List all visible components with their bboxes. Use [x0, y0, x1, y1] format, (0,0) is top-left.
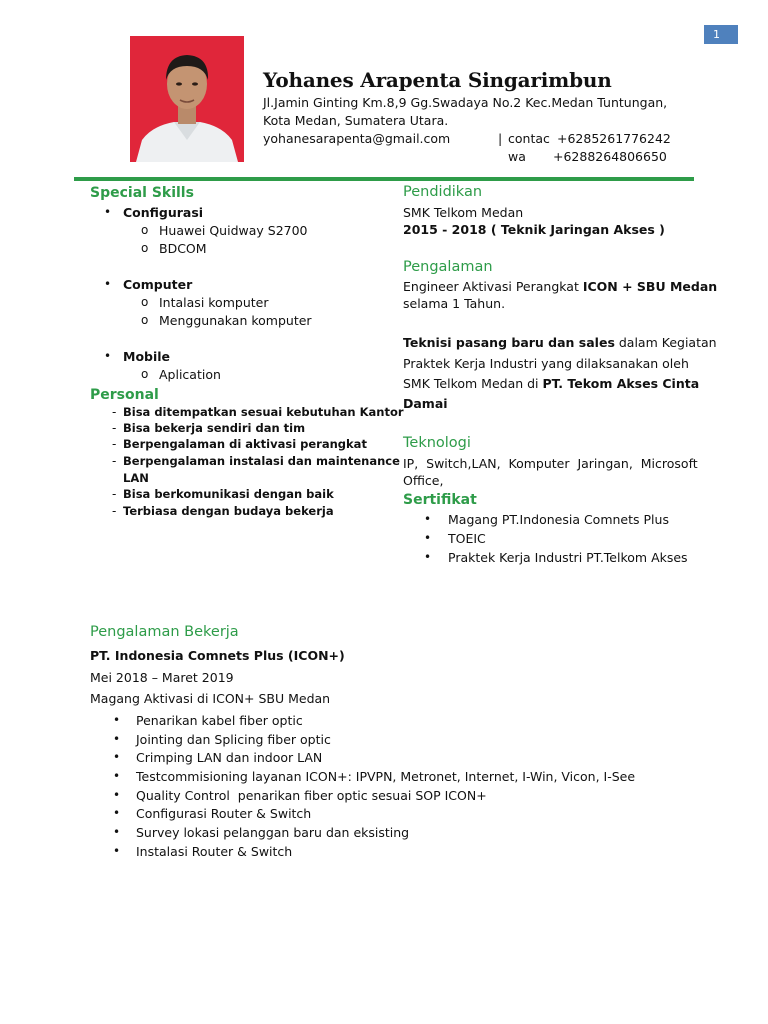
- technology-list: Office,: [403, 473, 444, 488]
- skill-item: Menggunakan komputer: [159, 313, 312, 328]
- bullet-icon: •: [113, 750, 121, 764]
- dash-bullet-icon: -: [112, 487, 117, 501]
- email-address: yohanesarapenta@gmail.com: [263, 131, 451, 146]
- work-role: Magang Aktivasi di ICON+ SBU Medan: [90, 691, 331, 706]
- header-divider: [74, 177, 694, 181]
- personal-item: Bisa ditempatkan sesuai kebutuhan Kantor: [123, 405, 404, 419]
- work-period: Mei 2018 – Maret 2019: [90, 670, 234, 685]
- circle-bullet-icon: o: [141, 313, 149, 327]
- dash-bullet-icon: -: [112, 421, 117, 435]
- school-name: SMK Telkom Medan: [403, 205, 524, 220]
- bullet-icon: •: [424, 512, 432, 526]
- work-task: Configurasi Router & Switch: [136, 806, 312, 821]
- technology-list: IP, Switch,LAN, Komputer Jaringan, Microsoft: [403, 456, 698, 471]
- certificate-item: Praktek Kerja Industri PT.Telkom Akses: [448, 550, 688, 565]
- contact-label: contac: [508, 131, 550, 146]
- address-line-1: Jl.Jamin Ginting Km.8,9 Gg.Swadaya No.2 Kec.Medan Tuntungan,: [263, 95, 668, 110]
- wa-number: +6288264806650: [553, 149, 667, 164]
- personal-item: LAN: [123, 471, 149, 485]
- bullet-icon: •: [113, 713, 121, 727]
- dash-bullet-icon: -: [112, 504, 117, 518]
- work-company: PT. Indonesia Comnets Plus (ICON+): [90, 648, 345, 663]
- skill-group-label: Computer: [123, 277, 193, 292]
- personal-item: Bisa bekerja sendiri dan tim: [123, 421, 306, 435]
- dash-bullet-icon: -: [112, 454, 117, 468]
- teknologi-heading: Teknologi: [403, 435, 471, 451]
- bullet-icon: •: [113, 844, 121, 858]
- personal-item: Bisa berkomunikasi dengan baik: [123, 487, 334, 501]
- bullet-icon: •: [113, 788, 121, 802]
- experience-text: dalam Kegiatan: [614, 335, 717, 350]
- experience-line: [403, 335, 717, 350]
- bullet-icon: •: [424, 531, 432, 545]
- page-number: 1: [713, 28, 720, 41]
- dash-bullet-icon: -: [112, 437, 117, 451]
- education-period: 2015 - 2018 ( Teknik Jaringan Akses ): [403, 222, 665, 237]
- candidate-name: Yohanes Arapenta Singarimbun: [263, 68, 612, 92]
- certificate-item: Magang PT.Indonesia Comnets Plus: [448, 512, 669, 527]
- pengalaman-bekerja-heading: Pengalaman Bekerja: [90, 624, 239, 640]
- skill-item: Huawei Quidway S2700: [159, 223, 308, 238]
- work-task: Survey lokasi pelanggan baru dan eksisting: [136, 825, 410, 840]
- profile-photo: [130, 36, 244, 162]
- special-skills-heading: Special Skills: [90, 185, 194, 201]
- experience-text: Engineer Aktivasi Perangkat: [403, 279, 583, 294]
- experience-text: Praktek Kerja Industri yang dilaksanakan oleh: [403, 356, 689, 371]
- skill-item: BDCOM: [159, 241, 207, 256]
- certificate-item: TOEIC: [448, 531, 486, 546]
- skill-item: Aplication: [159, 367, 221, 382]
- experience-line: [403, 376, 699, 391]
- experience-text: SMK Telkom Medan di: [403, 376, 543, 391]
- dash-bullet-icon: -: [112, 405, 117, 419]
- circle-bullet-icon: o: [141, 295, 149, 309]
- personal-item: Terbiasa dengan budaya bekerja: [123, 504, 334, 518]
- personal-item: Berpengalaman instalasi dan maintenance: [123, 454, 400, 468]
- contact-number: +6285261776242: [557, 131, 671, 146]
- experience-line: [403, 279, 717, 294]
- circle-bullet-icon: o: [141, 367, 149, 381]
- experience-role: Teknisi pasang baru dan sales: [403, 335, 615, 350]
- bullet-icon: •: [104, 277, 112, 291]
- work-task: Jointing dan Splicing fiber optic: [136, 732, 331, 747]
- skill-item: Intalasi komputer: [159, 295, 269, 310]
- bullet-icon: •: [424, 550, 432, 564]
- bullet-icon: •: [104, 349, 112, 363]
- pengalaman-heading: Pengalaman: [403, 259, 493, 275]
- bullet-icon: •: [104, 205, 112, 219]
- work-task: Crimping LAN dan indoor LAN: [136, 750, 323, 765]
- experience-company: Damai: [403, 396, 448, 411]
- bullet-icon: •: [113, 825, 121, 839]
- experience-duration: selama 1 Tahun.: [403, 296, 506, 311]
- experience-company: ICON + SBU Medan: [582, 279, 718, 294]
- wa-label: wa: [508, 149, 526, 164]
- bullet-icon: •: [113, 806, 121, 820]
- bullet-icon: •: [113, 732, 121, 746]
- sertifikat-heading: Sertifikat: [403, 492, 477, 508]
- work-task: Testcommisioning layanan ICON+: IPVPN, Metronet, Internet, I-Win, Vicon, I-See: [136, 769, 636, 784]
- pendidikan-heading: Pendidikan: [403, 184, 483, 200]
- page-number-badge: [704, 25, 738, 44]
- circle-bullet-icon: o: [141, 241, 149, 255]
- person-portrait-icon: [130, 36, 244, 162]
- circle-bullet-icon: o: [141, 223, 149, 237]
- skill-group-label: Mobile: [123, 349, 171, 364]
- work-task: Instalasi Router & Switch: [136, 844, 293, 859]
- contact-separator: |: [498, 131, 503, 146]
- work-task: Penarikan kabel fiber optic: [136, 713, 303, 728]
- work-task: Quality Control penarikan fiber optic sesuai SOP ICON+: [136, 788, 487, 803]
- personal-heading: Personal: [90, 387, 159, 403]
- personal-item: Berpengalaman di aktivasi perangkat: [123, 437, 367, 451]
- address-line-2: Kota Medan, Sumatera Utara.: [263, 113, 449, 128]
- bullet-icon: •: [113, 769, 121, 783]
- experience-company: PT. Tekom Akses Cinta: [542, 376, 700, 391]
- skill-group-label: Configurasi: [123, 205, 204, 220]
